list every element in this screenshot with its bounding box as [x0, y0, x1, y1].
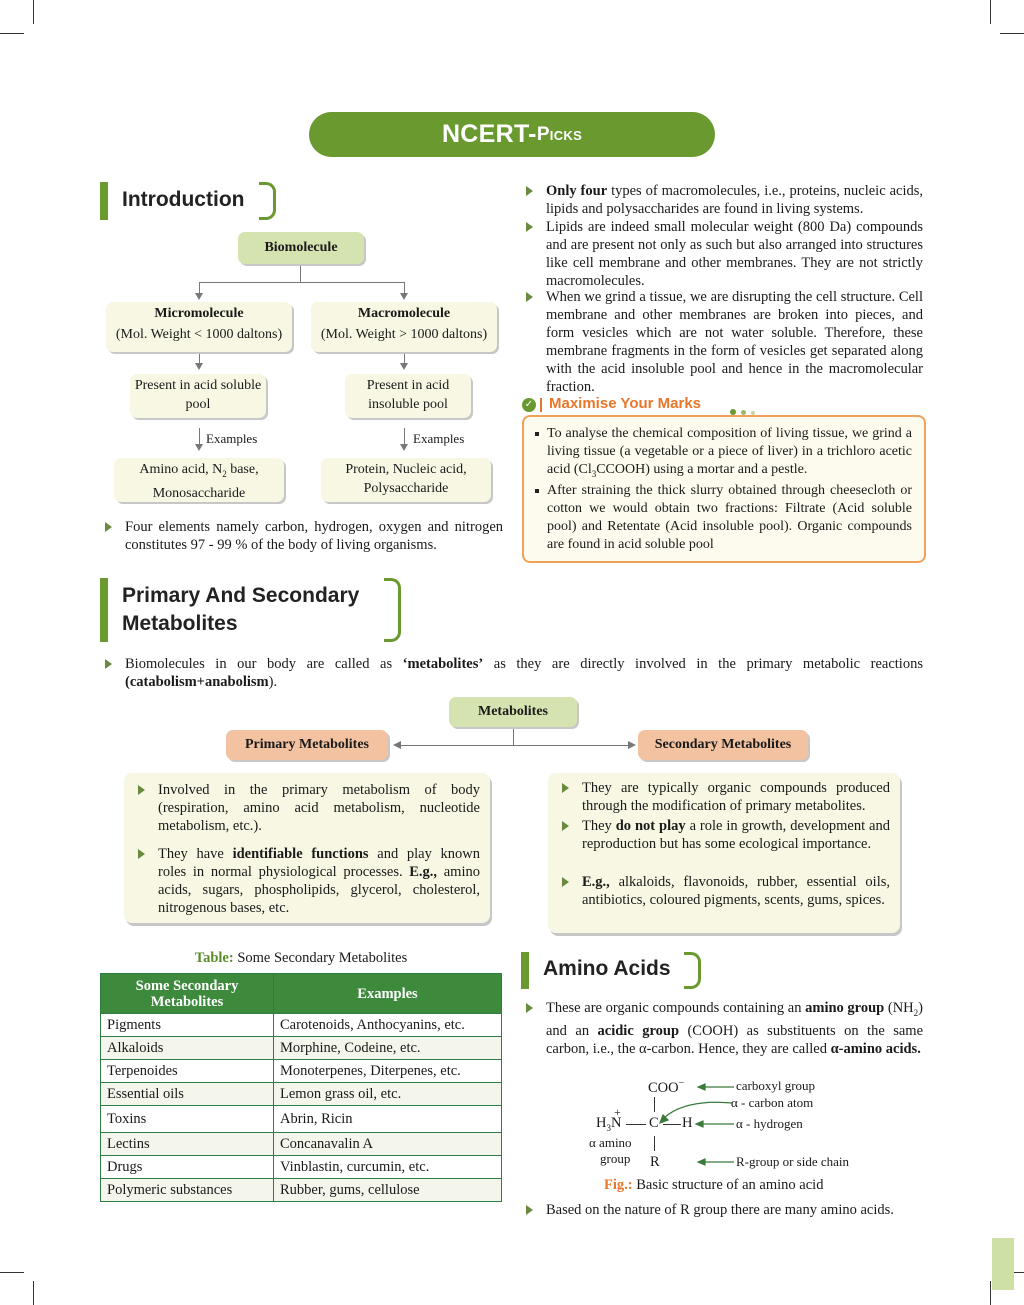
primary-bullet-2 — [158, 845, 480, 917]
table-cell: Concanavalin A — [274, 1133, 502, 1156]
macro-example-text: Protein, Nucleic acid, — [345, 462, 467, 477]
macromolecule-weight: (Mol. Weight > 1000 daltons) — [320, 327, 488, 342]
tree-secondary-metabolites: Secondary Metabolites — [638, 730, 808, 760]
table-caption-text: Some Secondary Metabolites — [233, 950, 408, 966]
crop-mark — [0, 33, 24, 34]
connector — [199, 282, 405, 283]
table-caption-label: Table: — [194, 950, 234, 966]
heading-text — [108, 578, 393, 638]
arrow-right-icon — [628, 741, 636, 749]
crop-mark — [1000, 33, 1024, 34]
maximise-text: After straining the thick slurry obtained through cheesecloth or cotton we would obtain two fractions: Filtrate (Acid soluble pool) and Retentate (Acid insoluble pool). Organic compounds are found in acid soluble pool — [547, 483, 912, 552]
secondary-bullet-1 — [582, 779, 890, 815]
crop-mark — [990, 0, 991, 24]
coo-charge: − — [678, 1078, 685, 1089]
bullet-subscript: 2 — [913, 1007, 919, 1018]
h3n-h: H — [596, 1115, 607, 1131]
primary-bullet-1 — [158, 781, 480, 835]
table-cell: Monoterpenes, Diterpenes, etc. — [274, 1060, 502, 1083]
table-cell: Morphine, Codeine, etc. — [274, 1037, 502, 1060]
bullet-triangle-icon — [562, 783, 569, 793]
micro-example-text-2: base, — [226, 462, 259, 477]
tree-acid-soluble: Present in acid soluble pool — [130, 374, 266, 418]
micro-example-text-3: Monosaccharide — [152, 485, 246, 501]
table-cell: Rubber, gums, cellulose — [274, 1179, 502, 1202]
arrow-head-icon — [698, 1159, 705, 1165]
maximise-subscript: 3 — [591, 468, 597, 479]
structure-h: H — [682, 1115, 693, 1131]
table-cell: Pigments — [101, 1014, 274, 1037]
label-group: group — [600, 1151, 631, 1166]
bullet-bold-2: E.g., — [409, 864, 438, 880]
examples-label-right: Examples — [413, 431, 465, 446]
macromolecule-title: Macromolecule — [357, 306, 451, 321]
bullet-bold-3: α-amino acids. — [830, 1040, 921, 1057]
tree-macromolecule — [311, 302, 497, 352]
figure-text: Basic structure of an amino acid — [632, 1177, 824, 1193]
table-cell: Carotenoids, Anthocyanins, etc. — [274, 1014, 502, 1037]
table-caption — [100, 950, 502, 967]
micromolecule-title: Micromolecule — [154, 306, 244, 321]
maximise-text-2: CCOOH) using a mortar and a pestle. — [596, 462, 808, 477]
label-carboxyl: carboxyl group — [736, 1078, 816, 1093]
bullet-text: They have — [158, 846, 233, 862]
bullet-bold-2: (catabolism+anabolism — [125, 674, 269, 690]
h3n-n: N — [610, 1115, 622, 1131]
crop-mark — [0, 1272, 24, 1273]
maximise-title: Maximise Your Marks — [549, 395, 702, 412]
micro-example-text: Amino acid, N — [139, 462, 223, 477]
macro-example-text-2: Polysaccharide — [363, 481, 449, 496]
bullet-bold: do not play — [615, 818, 686, 834]
connector — [513, 729, 514, 745]
label-alpha-amino: α amino — [589, 1135, 632, 1150]
arrow-down-icon — [400, 293, 408, 300]
label-alpha-carbon: α - carbon atom — [731, 1095, 814, 1110]
bullet-text-3: amino acids, sugars, phospholipids, glycerol, cholesterol, nitrogenous bases, etc. — [158, 864, 480, 916]
secondary-metabolites-table — [100, 973, 502, 1202]
maximise-text: To analyse the chemical composition of living tissue, we grind a living tissue (a vegetable or a piece of liver) in a trichloro acetic acid (Cl — [547, 426, 912, 477]
table-row — [101, 1106, 502, 1133]
structure-r: R — [650, 1154, 660, 1170]
maximise-box — [522, 415, 926, 563]
arrow-down-icon — [400, 363, 408, 370]
table-cell: Terpenoides — [101, 1060, 274, 1083]
bullet-text-2: (NH — [884, 1000, 914, 1016]
arrow-head-icon — [698, 1084, 705, 1090]
examples-label-left: Examples — [206, 431, 258, 446]
divider — [540, 398, 542, 412]
plus-charge: + — [614, 1105, 621, 1119]
bullet-text: Involved in the primary metabolism of body (respiration, amino acid metabolism, nucleotide metabolism, etc.). — [158, 782, 480, 834]
h3n-subscript: 3 — [606, 1122, 611, 1133]
secondary-bullet-2 — [582, 817, 890, 853]
connector — [300, 266, 301, 282]
bullet-triangle-icon — [526, 222, 533, 232]
bullet-text: Biomolecules in our body are called as — [125, 656, 403, 672]
figure-label: Fig.: — [604, 1177, 633, 1193]
arrow-down-icon — [195, 444, 203, 451]
bullet-bold: Only four — [546, 183, 608, 199]
bullet-bold: E.g., — [582, 874, 610, 890]
micro-example-subscript: 2 — [222, 468, 227, 479]
crop-mark — [990, 1281, 991, 1305]
banner-title: NCERT- — [441, 120, 537, 148]
bullet-text: When we grind a tissue, we are disrupting the cell structure. Cell membrane and other membranes are broken into pieces, and form vesicles which are not water soluble. Therefore, these membrane fragments in the form of vesicles get separated along with the acid insoluble pool and hence in the macromolecular fraction. — [546, 289, 923, 395]
bullet-text: These are organic compounds containing an — [546, 1000, 806, 1016]
bullet-metabolites-intro — [125, 655, 923, 691]
table-row — [101, 1083, 502, 1106]
section-heading-amino-acids — [521, 952, 693, 989]
bullet-text-2: and play known roles in normal physiological processes. — [158, 846, 481, 880]
connector — [199, 428, 200, 444]
bullet-text: Based on the nature of R group there are many amino acids. — [546, 1202, 894, 1218]
bullet-triangle-icon — [105, 659, 112, 669]
bullet-text: Lipids are indeed small molecular weight (800 Da) compounds and are present not only as such but also arranged into structures like cell membrane and other membranes. They are not strictly macromolecules. — [546, 219, 923, 289]
heading-line-1: Primary And Secondary — [122, 584, 360, 607]
square-bullet-icon — [535, 489, 539, 493]
bullet-text-4: (COOH) as substituents on the same carbon, i.e., the α-carbon. Hence, they are called — [546, 1022, 924, 1057]
check-circle-icon: ✓ — [522, 398, 536, 412]
table-row — [101, 1037, 502, 1060]
bullet-grind-tissue — [546, 288, 923, 396]
crop-mark — [33, 0, 34, 24]
bullet-text: types of macromolecules, i.e., proteins, nucleic acids, lipids and polysaccharides are found in living systems. — [546, 183, 923, 217]
table-header-row — [101, 974, 502, 1014]
section-heading-metabolites — [100, 578, 393, 642]
arrow-alpha-carbon — [662, 1102, 732, 1120]
bullet-triangle-icon — [105, 522, 112, 532]
bullet-r-group — [546, 1201, 923, 1219]
table-cell: Essential oils — [101, 1083, 274, 1106]
primary-box — [124, 773, 490, 923]
table-cell: Polymeric substances — [101, 1179, 274, 1202]
bullet-bold: ‘metabolites’ — [402, 656, 484, 672]
table-cell: Lectins — [101, 1133, 274, 1156]
table-row — [101, 1060, 502, 1083]
table-cell: Vinblastin, curcumin, etc. — [274, 1156, 502, 1179]
table-row — [101, 1133, 502, 1156]
bullet-text: They — [582, 818, 616, 834]
table-row — [101, 1156, 502, 1179]
arrow-down-icon — [400, 444, 408, 451]
tree-primary-metabolites: Primary Metabolites — [226, 730, 388, 760]
figure-caption — [604, 1177, 823, 1194]
bullet-triangle-icon — [526, 1003, 533, 1013]
bullet-triangle-icon — [562, 821, 569, 831]
arrow-down-icon — [195, 363, 203, 370]
label-r-group: R-group or side chain — [736, 1154, 850, 1169]
bullet-text-2: a role in growth, development and reproduction but has some ecological importance. — [582, 818, 890, 852]
bullet-triangle-icon — [526, 1205, 533, 1215]
label-alpha-hydrogen: α - hydrogen — [736, 1116, 803, 1131]
maximise-point-2 — [547, 482, 912, 554]
banner-title-small-caps: Picks — [536, 123, 583, 145]
table-cell: Lemon grass oil, etc. — [274, 1083, 502, 1106]
table-cell: Abrin, Ricin — [274, 1106, 502, 1133]
square-bullet-icon — [535, 432, 539, 436]
arrow-head-icon — [696, 1121, 703, 1127]
table-header: Examples — [274, 974, 502, 1014]
bullet-text-3: ) and an — [546, 1000, 923, 1039]
heading-line-2: Metabolites — [122, 612, 238, 635]
bullet-triangle-icon — [562, 877, 569, 887]
structure-c: C — [649, 1115, 659, 1131]
table-row — [101, 1179, 502, 1202]
bullet-triangle-icon — [138, 785, 145, 795]
secondary-bullet-3 — [582, 873, 890, 909]
micromolecule-weight: (Mol. Weight < 1000 daltons) — [115, 327, 283, 342]
table-row — [101, 1014, 502, 1037]
connector — [398, 745, 632, 746]
table-cell: Alkaloids — [101, 1037, 274, 1060]
bullet-triangle-icon — [138, 849, 145, 859]
arrow-down-icon — [195, 293, 203, 300]
section-heading-introduction — [100, 182, 268, 220]
connector — [404, 428, 405, 444]
bullet-bold: amino group — [805, 1000, 885, 1016]
bullet-elements — [125, 518, 503, 554]
bullet-text: They are typically organic compounds produced through the modification of primary metabolites. — [582, 780, 890, 814]
coo-text: COO — [648, 1079, 679, 1096]
bullet-text-2: as they are directly involved in the primary metabolic reactions — [483, 656, 923, 672]
crop-mark — [33, 1281, 34, 1305]
bullet-lipids — [546, 218, 923, 290]
tree-micromolecule — [106, 302, 292, 352]
tree-root-biomolecule: Biomolecule — [238, 232, 364, 264]
table-cell: Drugs — [101, 1156, 274, 1179]
table-cell: Toxins — [101, 1106, 274, 1133]
maximise-point-1 — [547, 425, 912, 483]
bullet-text: alkaloids, flavonoids, rubber, essential oils, antibiotics, coloured pigments, scents, gums, spices. — [582, 874, 890, 908]
bullet-triangle-icon — [526, 292, 533, 302]
bullet-text: Four elements namely carbon, hydrogen, oxygen and nitrogen constitutes 97 - 99 % of the body of living organisms. — [125, 519, 503, 553]
bullet-amino-intro — [546, 999, 923, 1058]
bullet-only-four — [546, 182, 923, 218]
bullet-text-3: ). — [268, 674, 278, 690]
bullet-bold-2: acidic group — [597, 1022, 680, 1039]
page-tab — [992, 1238, 1014, 1290]
tree-micro-examples — [114, 458, 284, 502]
tree-macro-examples — [321, 458, 491, 502]
secondary-box — [548, 773, 900, 933]
bullet-bold: identifiable functions — [232, 846, 369, 862]
arrow-left-icon — [393, 741, 401, 749]
tree-acid-insoluble: Present in acid insoluble pool — [345, 374, 471, 418]
table-header: Some Secondary Metabolites — [101, 974, 274, 1014]
page-banner — [309, 112, 715, 157]
heading-text: Introduction — [122, 188, 245, 211]
heading-text: Amino Acids — [543, 957, 671, 980]
bullet-triangle-icon — [526, 186, 533, 196]
tree-root-metabolites: Metabolites — [449, 697, 577, 727]
